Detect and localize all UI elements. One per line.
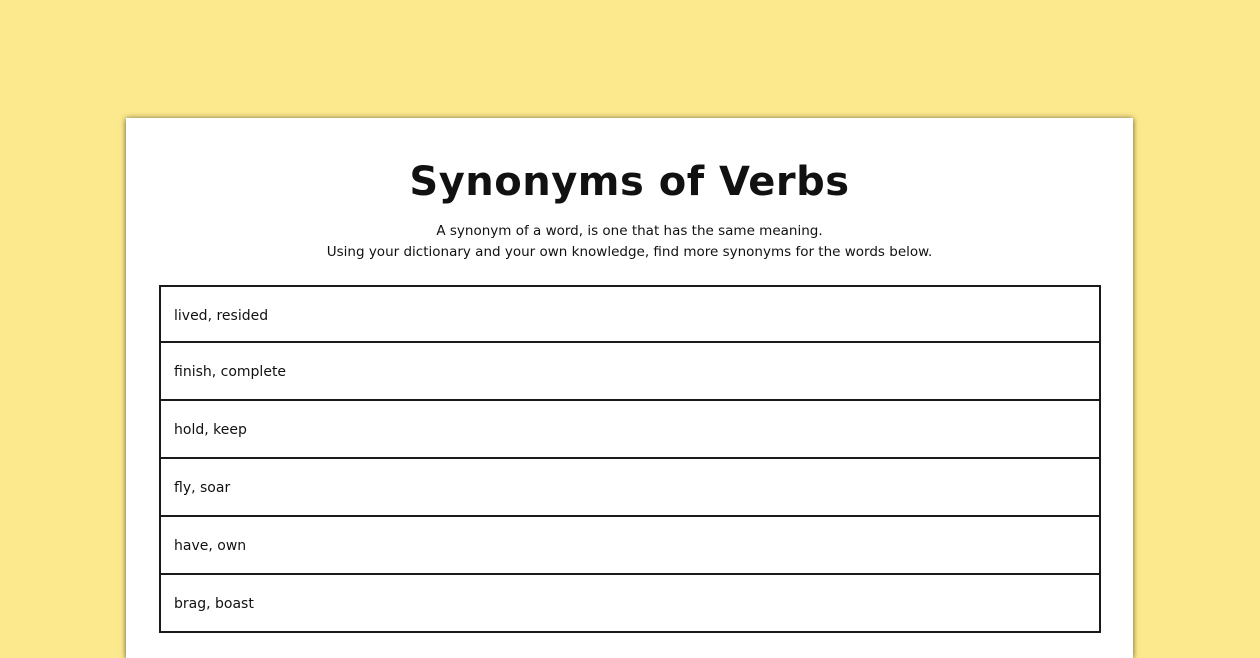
- table-row[interactable]: [161, 517, 1099, 575]
- row-words: lived, resided: [174, 308, 269, 324]
- table-row[interactable]: [161, 401, 1099, 459]
- synonym-table: [159, 285, 1101, 633]
- row-words: fly, soar: [174, 480, 231, 496]
- instructions-line-2: Using your dictionary and your own knowledge, find more synonyms for the words below.: [326, 244, 933, 260]
- row-words: finish, complete: [174, 364, 287, 380]
- table-row[interactable]: [161, 459, 1099, 517]
- table-row[interactable]: [161, 343, 1099, 401]
- table-row[interactable]: [161, 575, 1099, 633]
- instructions: [126, 221, 1133, 263]
- instructions-line-1: A synonym of a word, is one that has the same meaning.: [436, 223, 823, 239]
- row-words: brag, boast: [174, 596, 254, 612]
- row-words: have, own: [174, 538, 247, 554]
- row-words: hold, keep: [174, 422, 247, 438]
- worksheet-title: Synonyms of Verbs: [409, 159, 850, 205]
- table-row[interactable]: [161, 287, 1099, 343]
- worksheet-page: [126, 118, 1133, 658]
